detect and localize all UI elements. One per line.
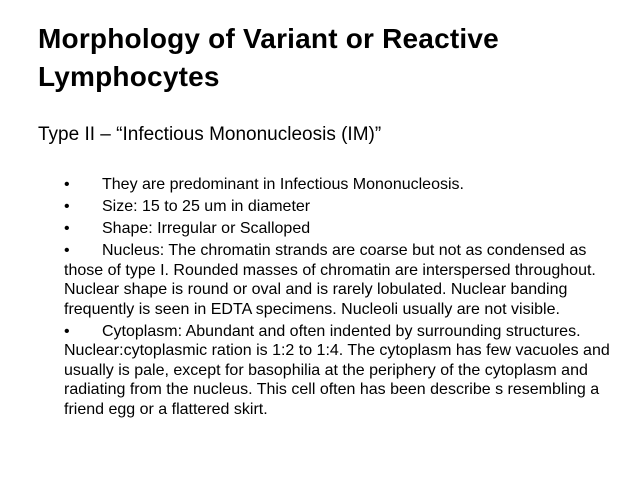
bullet-text: They are predominant in Infectious Mononucleosis. (102, 176, 464, 193)
bullet-item-nucleus (64, 241, 619, 319)
bullet-marker: • (64, 198, 70, 215)
slide-title: Morphology of Variant or Reactive Lymphocytes (38, 23, 499, 92)
bullet-marker: • (64, 176, 70, 193)
bullet-marker: • (64, 322, 70, 340)
bullet-marker: • (64, 220, 70, 237)
bullet-item-shape (64, 219, 619, 239)
bullet-marker: • (64, 242, 70, 259)
bullet-text: Shape: Irregular or Scalloped (102, 220, 311, 237)
bullet-text: Nucleus: The chromatin strands are coarse but not as condensed as those of type I. Rounded masses of chromatin are interspersed throughout. Nuclear shape is round or oval and is rarely lobulated. Nuclear banding frequently is seen in EDTA specimens. Nucleoli usually are not visible. (64, 242, 596, 318)
bullet-text: Cytoplasm: Abundant and often indented by surrounding structures. Nuclear:cytoplasmic ration is 1:2 to 1:4. The cytoplasm has few vacuoles and usually is pale, except for basophilia at the periphery of the cytoplasm and radiating from the nucleus. This cell often has been describe s resembling a friend egg or a flattered skirt. (64, 322, 610, 418)
bullet-item-cytoplasm (64, 322, 619, 420)
bullet-item-size (64, 197, 619, 217)
bullet-item-predominance (64, 175, 619, 195)
bullet-list (64, 175, 619, 422)
bullet-text: Size: 15 to 25 um in diameter (102, 198, 311, 215)
slide-subtitle: Type II – “Infectious Mononucleosis (IM)” (38, 124, 382, 145)
